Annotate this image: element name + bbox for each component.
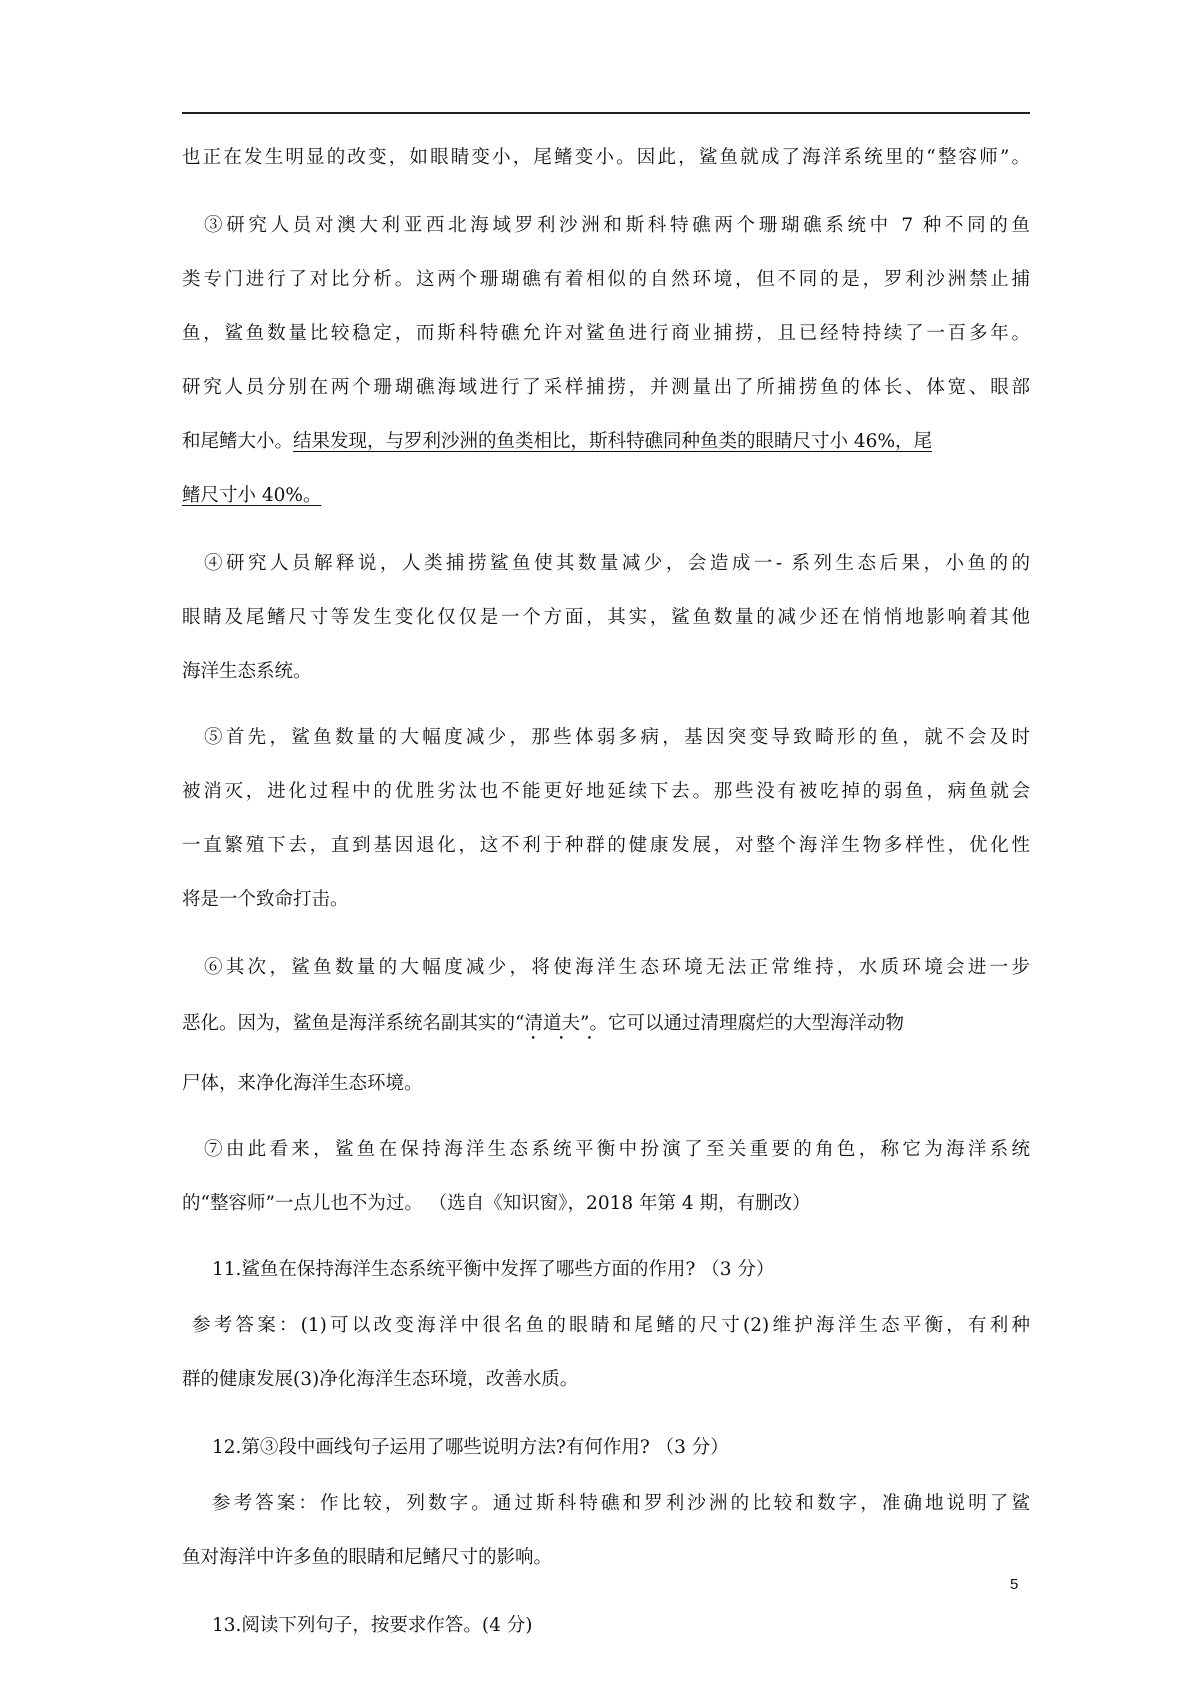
text-line: 类专门进行了对比分析。这两个珊瑚礁有着相似的自然环境，但不同的是，罗利沙洲禁止捕 (182, 269, 1030, 290)
text-line: 海洋生态系统。 (182, 661, 312, 682)
text-line: 将是一个致命打击。 (182, 889, 349, 910)
answer-11-cont: 群的健康发展(3)净化海洋生态环境，改善水质。 (182, 1369, 579, 1390)
underlined-segment: 鳍尺寸小 40%。 (182, 485, 322, 506)
text-line: 尸体，来净化海洋生态环境。 (182, 1073, 423, 1094)
emphasized-word: 清道夫 • • • (524, 1010, 580, 1038)
text-line: 眼睛及尾鳍尺寸等发生变化仅仅是一个方面，其实，鲨鱼数量的减少还在悄悄地影响着其他 (182, 607, 1030, 628)
answer-12: 参考答案：作比较，列数字。通过斯科特礁和罗利沙洲的比较和数字，准确地说明了鲨 (212, 1493, 1030, 1514)
paragraph-4-line: ④研究人员解释说，人类捕捞鲨鱼使其数量减少，会造成一- 系列生态后果，小鱼的的 (204, 553, 1030, 574)
question-13: 13.阅读下列句子，按要求作答。(4 分) (212, 1615, 533, 1636)
text-line (182, 1010, 1030, 1038)
text-line (182, 428, 1030, 456)
source-line: 的“整容师”一点儿也不为过。 （选自《知识窗》，2018 年第 4 期，有删改） (182, 1193, 811, 1214)
question-11: 11.鲨鱼在保持海洋生态系统平衡中发挥了哪些方面的作用? （3 分） (212, 1259, 775, 1280)
paragraph-3-line: ③研究人员对澳大利亚西北海域罗利沙洲和斯科特礁两个珊瑚礁系统中 7 种不同的鱼 (204, 215, 1030, 236)
text-line: 也正在发生明显的改变，如眼睛变小，尾鳍变小。因此，鲨鱼就成了海洋系统里的“整容师”。 (182, 147, 1030, 168)
answer-11: 参考答案：(1)可以改变海洋中很名鱼的眼睛和尾鳍的尺寸(2)维护海洋生态平衡，有利种 (192, 1315, 1030, 1336)
text-line: 被消灭，进化过程中的优胜劣汰也不能更好地延续下去。那些没有被吃掉的弱鱼，病鱼就会 (182, 781, 1030, 802)
text-line: 研究人员分别在两个珊瑚礁海域进行了采样捕捞，并测量出了所捕捞鱼的体长、体宽、眼部 (182, 377, 1030, 398)
page-number: 5 (1010, 1576, 1019, 1593)
paragraph-6-line: ⑥其次，鲨鱼数量的大幅度减少，将使海洋生态环境无法正常维持，水质环境会进一步 (204, 957, 1030, 978)
text-segment: ”。它可以通过清理腐烂的大型海洋动物 (579, 1013, 904, 1034)
underlined-sentence: 结果发现，与罗利沙洲的鱼类相比，斯科特礁同种鱼类的眼睛尺寸小 46%，尾 (293, 431, 933, 452)
text-line: 鱼，鲨鱼数量比较稳定，而斯科特礁允许对鲨鱼进行商业捕捞，且已经特持续了一百多年。 (182, 323, 1030, 344)
header-rule (182, 112, 1030, 114)
text-line: 一直繁殖下去，直到基因退化，这不利于种群的健康发展，对整个海洋生物多样性，优化性 (182, 835, 1030, 856)
text-segment: 恶化。因为，鲨鱼是海洋系统名副其实的“ (182, 1013, 525, 1034)
underlined-sentence-end (182, 482, 1030, 510)
answer-12-cont: 鱼对海洋中许多鱼的眼睛和尼鳍尺寸的影响。 (182, 1547, 553, 1568)
question-12: 12.第③段中画线句子运用了哪些说明方法?有何作用? （3 分） (212, 1437, 729, 1458)
paragraph-7-line: ⑦由此看来，鲨鱼在保持海洋生态系统平衡中扮演了至关重要的角色，称它为海洋系统 (204, 1139, 1030, 1160)
text-segment: 和尾鳍大小。 (182, 431, 294, 452)
paragraph-5-line: ⑤首先，鲨鱼数量的大幅度减少，那些体弱多病，基因突变导致畸形的鱼，就不会及时 (204, 727, 1030, 748)
